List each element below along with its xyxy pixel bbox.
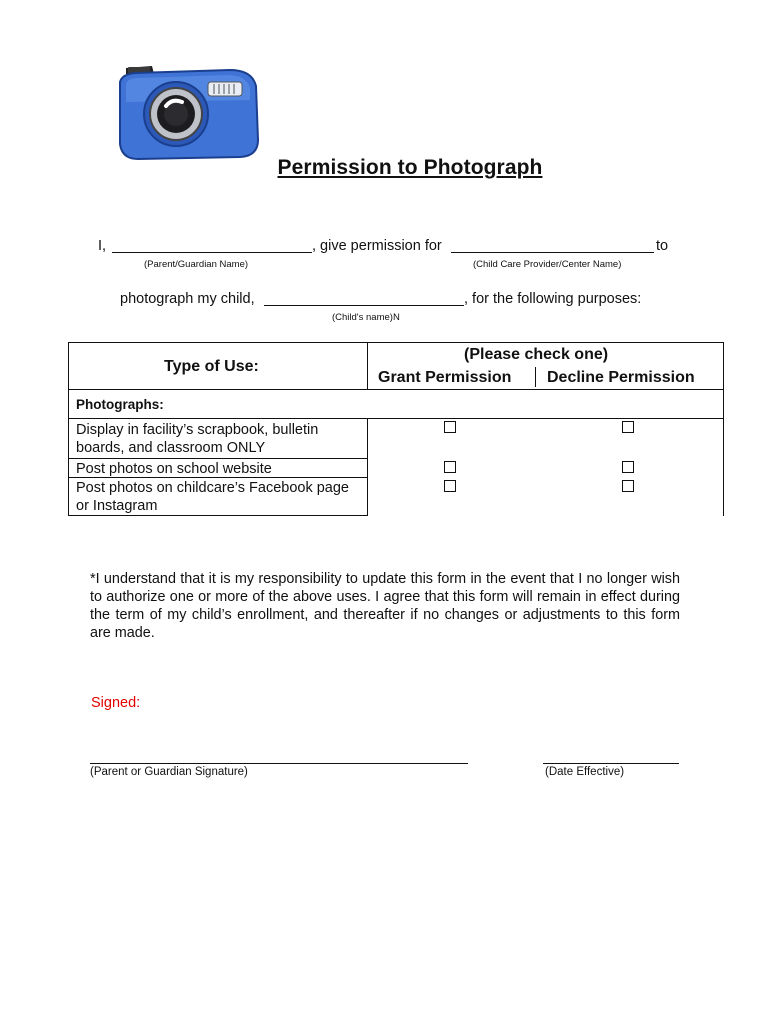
decline-checkbox-website[interactable] <box>622 461 634 473</box>
row-label-website: Post photos on school website <box>76 461 272 477</box>
line2-suffix: , for the following purposes: <box>464 291 642 307</box>
row-label-facebook: Post photos on childcare’s Facebook page or Instagram <box>76 480 349 514</box>
page-title: Permission to Photograph <box>277 156 543 179</box>
decline-permission-header: Decline Permission <box>547 369 695 386</box>
date-line[interactable] <box>543 763 679 764</box>
type-of-use-header: Type of Use: <box>164 358 259 375</box>
camera-icon <box>112 56 262 162</box>
signature-line[interactable] <box>90 763 468 764</box>
permissions-table <box>68 342 724 516</box>
provider-name-field[interactable] <box>451 239 654 253</box>
signed-label: Signed: <box>91 695 141 711</box>
provider-name-label: (Child Care Provider/Center Name) <box>473 259 622 270</box>
date-label: (Date Effective) <box>545 766 625 778</box>
child-name-label: (Child's name)N <box>332 312 400 323</box>
parent-name-label: (Parent/Guardian Name) <box>144 259 249 270</box>
grant-checkbox-display[interactable] <box>444 421 456 433</box>
parent-name-field[interactable] <box>112 239 312 253</box>
child-name-field[interactable] <box>264 292 464 306</box>
line1-middle: , give permission for <box>312 238 442 254</box>
please-check-header: (Please check one) <box>464 346 609 363</box>
photographs-section-label: Photographs: <box>76 397 164 412</box>
line1-prefix: I, <box>98 238 107 254</box>
decline-checkbox-facebook[interactable] <box>622 480 634 492</box>
signature-label: (Parent or Guardian Signature) <box>90 766 248 778</box>
grant-checkbox-facebook[interactable] <box>444 480 456 492</box>
grant-permission-header: Grant Permission <box>378 369 512 386</box>
line1-suffix: to <box>656 238 669 254</box>
line2-prefix: photograph my child, <box>120 291 255 307</box>
row-label-display: Display in facility’s scrapbook, bulletin boards, and classroom ONLY <box>76 422 319 456</box>
decline-checkbox-display[interactable] <box>622 421 634 433</box>
grant-checkbox-website[interactable] <box>444 461 456 473</box>
responsibility-notice: *I understand that it is my responsibility to update this form in the event that I no longer wish to authorize one or more of the above uses. I agree that this form will remain in effect during the term of my child’s enrollment, and thereafter if no changes or adjustments to this form are made. <box>90 571 680 641</box>
